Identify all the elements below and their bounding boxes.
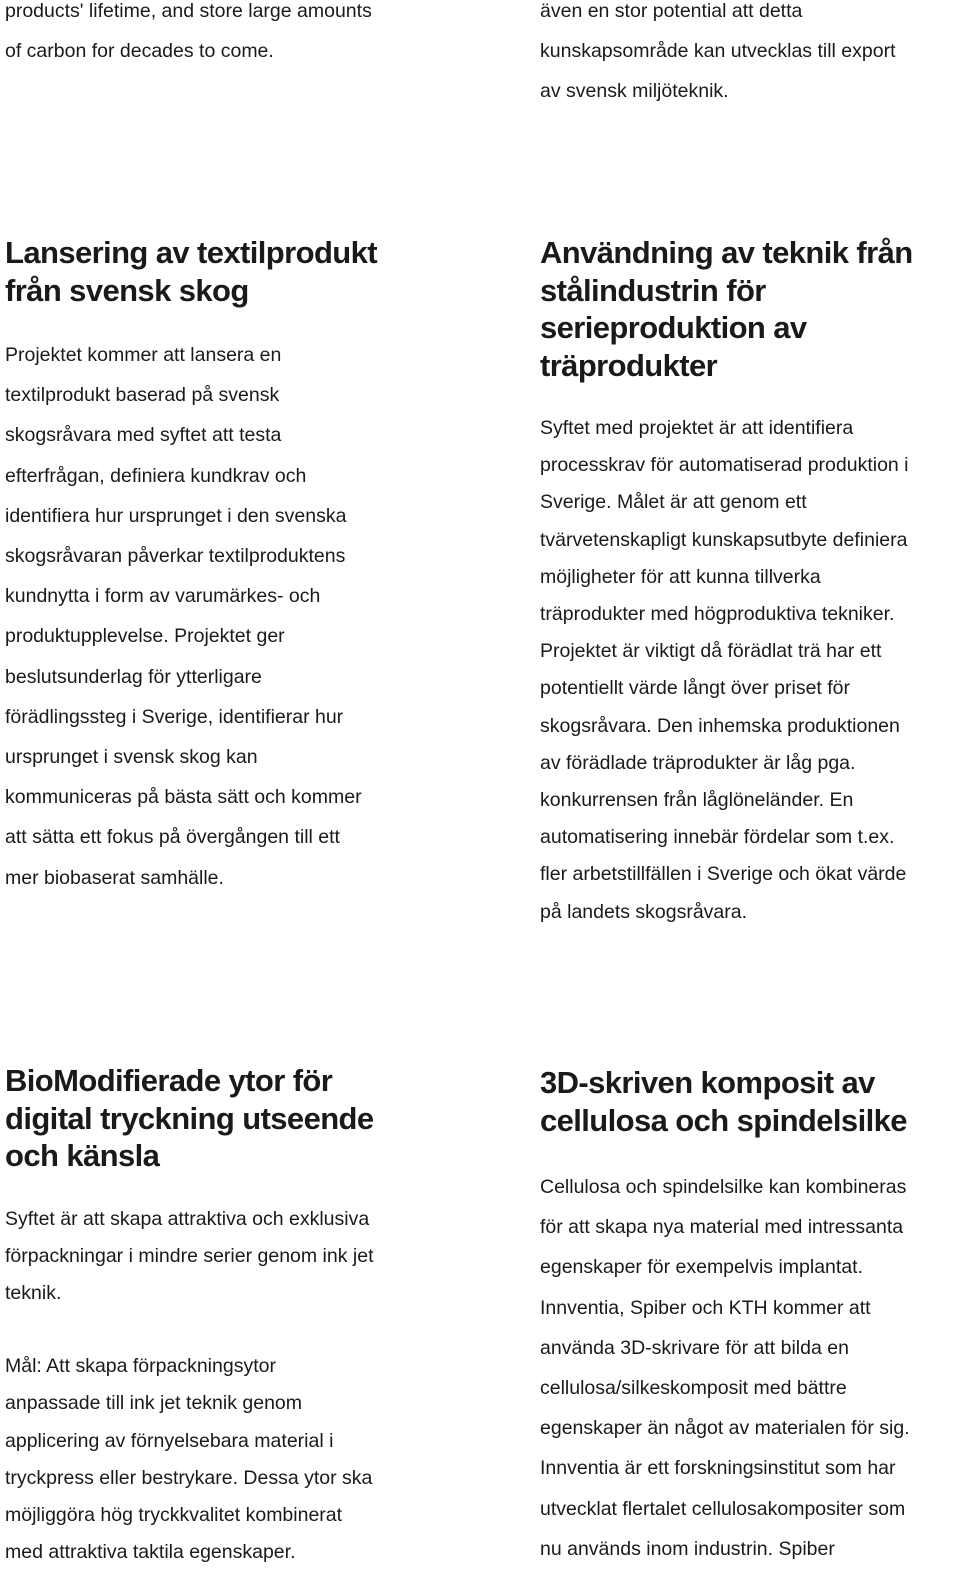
text-line: kommuniceras på bästa sätt och kommer [5,786,362,809]
section-title [5,1062,425,1175]
text-line: fler arbetstillfällen i Sverige och ökat värde [540,863,907,886]
paragraph [5,0,425,71]
section-body [540,410,960,931]
text-line: Mål: Att skapa förpackningsytor [5,1355,276,1378]
text-line: Projektet är viktigt då förädlat trä har ett [540,640,882,663]
title-line: 3D-skriven komposit av [540,1065,875,1100]
text-line: skogsråvaran påverkar textilproduktens [5,545,346,568]
text-line: automatisering innebär fördelar som t.ex. [540,826,895,849]
title-line: serieproduktion av [540,310,807,345]
section-title [540,1064,960,1139]
text-line: Syftet är att skapa attraktiva och exklusiva [5,1207,370,1230]
text-line: Innventia, Spiber och KTH kommer att [540,1296,871,1319]
text-line: skogsråvara. Den inhemska produktionen [540,714,900,737]
text-line: skogsråvara med syftet att testa [5,424,282,447]
text-line: egenskaper för exempelvis implantat. [540,1256,863,1279]
text-line: på landets skogsråvara. [540,900,748,923]
text-line: cellulosa/silkeskomposit med bättre [540,1377,847,1400]
text-line: applicering av förnyelsebara material i [5,1429,334,1452]
title-line: digital tryckning utseende [5,1100,374,1136]
text-line: förädlingssteg i Sverige, identifierar hur [5,705,344,728]
title-line: från svensk skog [5,272,249,308]
text-line: även en stor potential att detta [540,0,803,22]
text-line: att sätta ett fokus på övergången till ett [5,826,340,849]
text-line: of carbon for decades to come. [5,40,274,63]
section-3d-composite [540,1064,960,1569]
text-line: Sverige. Målet är att genom ett [540,491,807,514]
top-left-fragment [5,0,425,71]
text-line: beslutsunderlag för ytterligare [5,665,262,688]
title-line: BioModifierade ytor för [5,1063,333,1098]
section-body [540,1167,960,1569]
text-line: Cellulosa och spindelsilke kan kombineras [540,1176,907,1198]
text-line: products' lifetime, and store large amounts [5,0,372,22]
title-line: Lansering av textilprodukt [5,235,377,270]
text-line: anpassade till ink jet teknik genom [5,1392,303,1415]
text-line: Syftet med projektet är att identifiera [540,417,854,439]
text-line: möjligheter för att kunna tillverka [540,565,821,588]
text-line: av förädlade träprodukter är låg pga. [540,751,856,774]
text-line: produktupplevelse. Projektet ger [5,625,285,648]
text-line: textilprodukt baserad på svensk [5,384,280,407]
title-line: cellulosa och spindelsilke [540,1102,907,1138]
text-line: med attraktiva taktila egenskaper. [5,1541,296,1564]
paragraph [540,0,960,112]
text-line: av svensk miljöteknik. [540,80,729,103]
title-line: Användning av teknik från [540,235,913,270]
section-body-goal [5,1348,425,1571]
text-line: egenskaper än något av materialen för sig. [540,1417,910,1440]
text-line: konkurrensen från låglöneländer. En [540,789,854,812]
text-line: tvärvetenskapligt kunskapsutbyte definiera [540,528,908,551]
text-line: processkrav för automatiserad produktion i [540,454,909,477]
text-line: utvecklat flertalet cellulosakompositer som [540,1497,906,1520]
section-title [540,234,960,384]
section-stal [540,234,960,931]
text-line: ursprunget i svensk skog kan [5,746,258,769]
section-bio [5,1062,425,1571]
text-line: Innventia är ett forskningsinstitut som har [540,1457,896,1480]
text-line: teknik. [5,1281,62,1304]
title-line: träprodukter [540,347,718,383]
text-line: identifiera hur ursprunget i den svenska [5,504,347,527]
text-line: nu används inom industrin. Spiber [540,1537,835,1560]
text-line: för att skapa nya material med intressanta [540,1216,904,1239]
text-line: använda 3D-skrivare för att bilda en [540,1336,849,1359]
section-body-intro [5,1201,425,1313]
top-right-fragment [540,0,960,112]
text-line: mer biobaserat samhälle. [5,866,224,889]
section-title [5,234,425,309]
title-line: och känsla [5,1138,160,1173]
text-line: kundnytta i form av varumärkes- och [5,585,321,608]
title-line: stålindustrin för [540,272,766,308]
section-textil [5,234,425,898]
text-line: förpackningar i mindre serier genom ink jet [5,1244,374,1267]
text-line: Projektet kommer att lansera en [5,344,282,366]
text-line: träprodukter med högproduktiva tekniker. [540,603,895,626]
text-line: möjliggöra hög tryckkvalitet kombinerat [5,1503,343,1526]
text-line: kunskapsområde kan utvecklas till export [540,40,896,63]
section-body [5,335,425,898]
text-line: efterfrågan, definiera kundkrav och [5,464,307,487]
text-line: potentiellt värde långt över priset för [540,677,851,700]
text-line: tryckpress eller bestrykare. Dessa ytor ska [5,1466,373,1489]
